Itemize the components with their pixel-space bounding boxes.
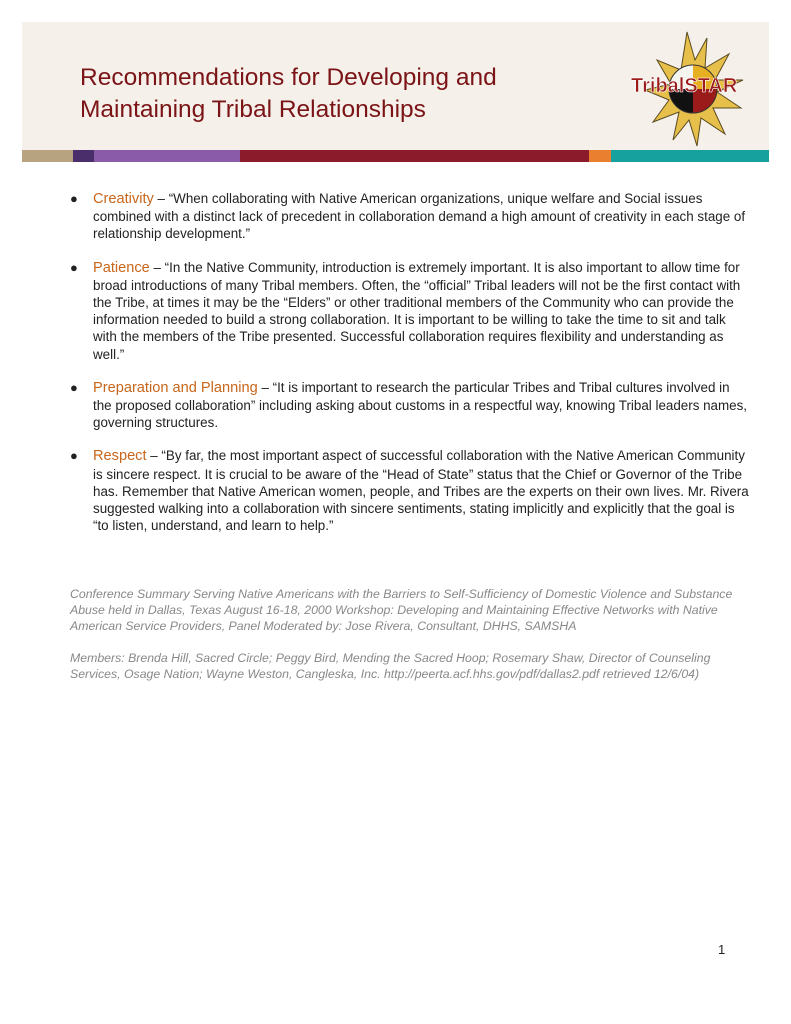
item-term: Respect (93, 448, 147, 465)
stripe-segment (22, 150, 73, 162)
bullet-icon: ● (70, 259, 78, 275)
bullet-icon: ● (70, 191, 78, 206)
stripe-segment (611, 150, 769, 162)
title-line-2: Maintaining Tribal Relationships (80, 96, 426, 123)
list-item (70, 259, 750, 363)
tribalstar-logo (617, 30, 777, 148)
title-line-1: Recommendations for Developing and (80, 64, 497, 91)
item-text: – “In the Native Community, introduction is extremely important. It is also important to allow time for broad introductions of many Tribal members. Often, the “official” Tribal leaders will not be the first contact with the Tribe, at times it may be the “Elders” or other traditional members of the Community who can provide the information needed to build a strong collaboration. It is important to be willing to take the time to sit and talk with the members of the Tribe presented. Successful collaboration requires flexibility and understanding as well.” (93, 259, 741, 362)
source-notes (70, 586, 740, 698)
item-term: Patience (93, 259, 150, 276)
stripe-segment (240, 150, 589, 162)
page-title (80, 62, 600, 126)
source-citation: Conference Summary Serving Native Americans with the Barriers to Self-Sufficiency of Domestic Violence and Substance Abuse held in Dallas, Texas August 16-18, 2000 Workshop: Developing and Maintaining Effective Networks with Native American Service Providers, Panel Moderated by: Jose Rivera, Consultant, DHHS, SAMSHA (70, 587, 733, 633)
bullet-icon: ● (70, 379, 78, 395)
panel-members: Members: Brenda Hill, Sacred Circle; Peggy Bird, Mending the Sacred Hoop; Rosemary Shaw, Director of Counseling Services, Osage Nation; Wayne Weston, Cangleska, Inc. http://peerta.acf.hhs.gov/pdf/dallas2.pdf retrieved 12/6/04) (70, 651, 711, 681)
item-term: Creativity (93, 191, 154, 207)
color-stripe (22, 150, 769, 162)
item-term: Preparation and Planning (93, 379, 258, 396)
item-text: – “By far, the most important aspect of successful collaboration with the Native American Community is sincere respect. It is crucial to be aware of the “Head of State” status that the Chief or Governor of the Tribe has. Remember that Native American women, people, and Tribes are the experts on their own lives. Mr. Rivera suggested walking into a collaboration with sincere sentiments, stating implicitly and explicitly that the goal is “to listen, understand, and learn to help.” (93, 448, 749, 534)
list-item (70, 447, 750, 534)
page-number: 1 (718, 942, 726, 957)
logo-wordmark: TribalSTAR (631, 75, 738, 97)
stripe-segment (94, 150, 240, 162)
page-header (22, 22, 769, 150)
item-text: – “When collaborating with Native American organizations, unique welfare and Social issues combined with a distinct lack of precedent in collaboration demand a high amount of creativity in each stage of relationship development.” (93, 191, 746, 242)
list-item (70, 190, 750, 243)
list-item (70, 379, 750, 432)
recommendations-list (70, 190, 750, 550)
item-text: – “It is important to research the particular Tribes and Tribal cultures involved in the proposed collaboration” including asking about customs in a respectful way, knowing Tribal leaders names, governing structures. (93, 379, 748, 431)
bullet-icon: ● (70, 448, 78, 464)
stripe-segment (73, 150, 94, 162)
stripe-segment (589, 150, 611, 162)
